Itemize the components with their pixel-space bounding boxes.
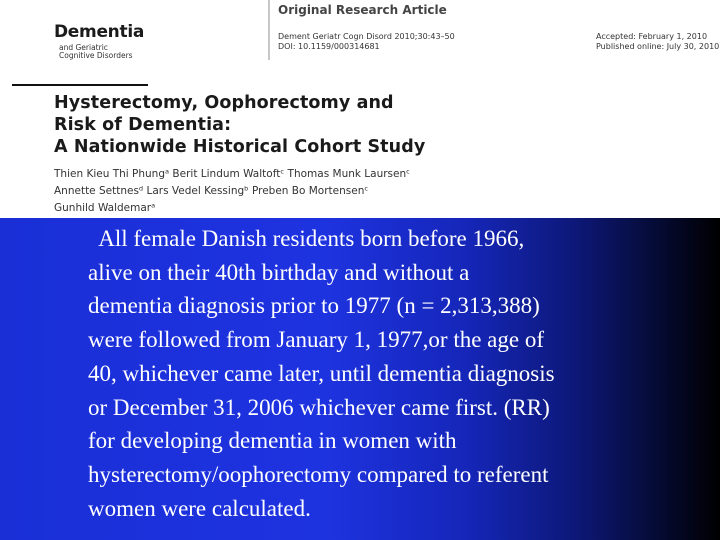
published-date: Published online: July 30, 2010 (596, 42, 720, 51)
accepted-date: Accepted: February 1, 2010 (596, 32, 708, 41)
body-line-9: women were calculated. (88, 495, 311, 521)
paper-title-line-3: A Nationwide Historical Cohort Study (54, 137, 426, 157)
article-type: Original Research Article (278, 3, 447, 17)
title-rule (12, 84, 148, 86)
body-line-7: for developing dementia in women with (88, 428, 457, 454)
slide-body-text (88, 222, 688, 525)
article-header-image (0, 0, 720, 218)
body-line-1: All female Danish residents born before 1966, (88, 226, 525, 251)
journal-subtitle-line-1: and Geriatric (59, 43, 108, 52)
body-line-6: or December 31, 2006 whichever came first. (RR) (88, 394, 550, 420)
body-line-2: alive on their 40th birthday and without a (88, 259, 470, 285)
paper-title-line-1: Hysterectomy, Oophorectomy and (54, 93, 394, 113)
citation: Dement Geriatr Cogn Disord 2010;30:43–50 (278, 32, 455, 41)
body-line-8: hysterectomy/oophorectomy compared to referent (88, 461, 549, 487)
author-line-1: Thien Kieu Thi Phungᵃ Berit Lindum Waltoftᶜ Thomas Munk Laursenᶜ (54, 168, 411, 180)
journal-logo: Dementia (54, 22, 145, 42)
doi: DOI: 10.1159/000314681 (278, 42, 380, 51)
body-line-4: were followed from January 1, 1977,or the age of (88, 327, 545, 353)
header-divider (268, 0, 270, 60)
body-line-5: 40, whichever came later, until dementia diagnosis (88, 360, 555, 386)
body-line-3: dementia diagnosis prior to 1977 (n = 2,313,388) (88, 293, 540, 319)
journal-subtitle-line-2: Cognitive Disorders (59, 51, 133, 60)
author-line-3: Gunhild Waldemarᵃ (54, 202, 156, 214)
paper-title-line-2: Risk of Dementia: (54, 115, 232, 135)
author-line-2: Annette Settnesᵈ Lars Vedel Kessingᵇ Preben Bo Mortensenᶜ (54, 185, 369, 197)
